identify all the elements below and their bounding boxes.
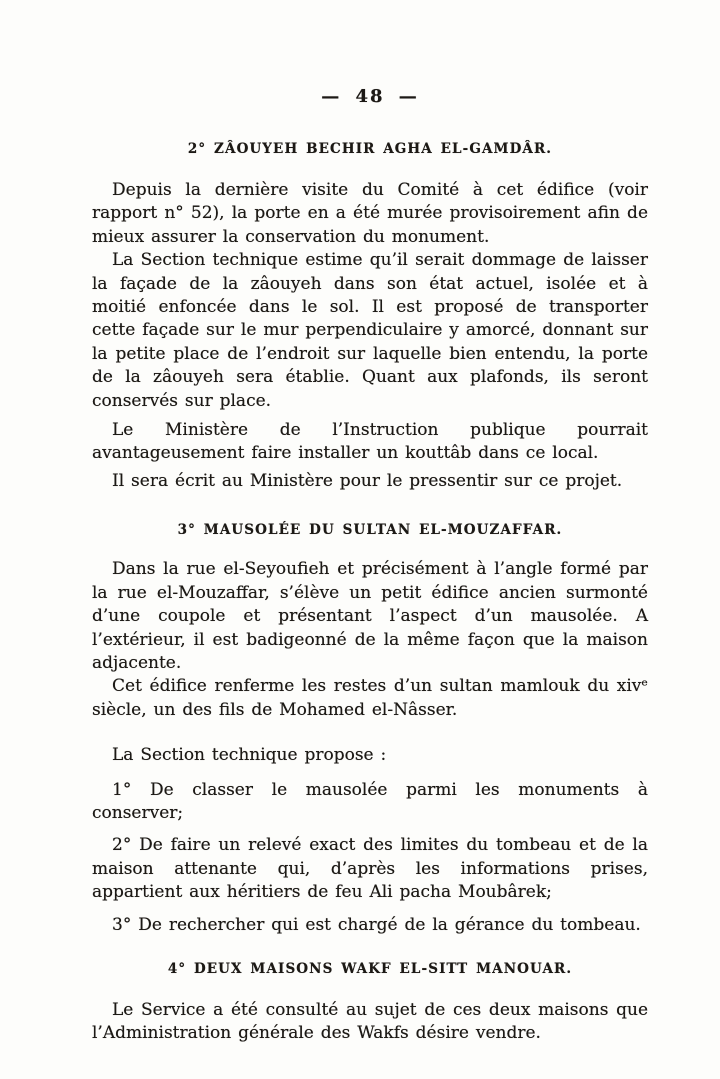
list-item-2: 2° De faire un relevé exact des limites du tombeau et de la maison attenante qui, d’après les informations prises, appartient aux héritiers de feu Ali pacha Moubârek; [92, 835, 648, 903]
section-heading-mausolee: 3° MAUSOLÉE DU SULTAN EL-MOUZAFFAR. [177, 522, 563, 539]
paragraph: Depuis la dernière visite du Comité à cet édifice (voir rapport n° 52), la porte en a été murée provisoirement afin de mieux assurer la conservation du monument. [92, 180, 648, 247]
section-heading-deux-maisons: 4° DEUX MAISONS WAKF EL-SITT MANOUAR. [167, 960, 573, 977]
paragraph: La Section technique estime qu’il serait dommage de laisser la façade de la zâouyeh dans son état actuel, isolée et à moitié enfoncée dans le sol. Il est proposé de transporter cette façade sur le mur perpendiculaire y amorcé, donnant sur la petite place de l’endroit sur laquelle bien entendu, la porte de la zâouyeh sera établie. Quant aux plafonds, ils seront conservés sur place. [92, 250, 648, 411]
section-heading-zaouyeh: 2° ZÂOUYEH BECHIR AGHA EL-GAMDÂR. [187, 141, 553, 157]
list-item-3: 3° De rechercher qui est chargé de la gérance du tombeau. [112, 914, 641, 935]
paragraph: La Section technique propose : [112, 745, 387, 766]
paragraph: Cet édifice renferme les restes d’un sultan mamlouk du xivᵉ siècle, un des fils de Mohamed el-Nâsser. [92, 676, 648, 720]
paragraph: Dans la rue el-Seyoufieh et précisément à l’angle formé par la rue el-Mouzaffar, s’élève un petit édifice ancien surmonté d’une coupole et présentant l’aspect d’un mausolée. A l’extérieur, il est badigeonné de la même façon que la maison adjacente. [92, 559, 648, 673]
page-content [92, 0, 648, 1046]
page-number: — 48 — [321, 86, 419, 107]
paragraph: Le Service a été consulté au sujet de ces deux maisons que l’Administration générale des Wakfs désire vendre. [92, 999, 648, 1044]
list-item-1: 1° De classer le mausolée parmi les monuments à conserver; [92, 779, 648, 823]
paragraph: Le Ministère de l’Instruction publique pourrait avantageusement faire installer un kouttâb dans ce local. [92, 420, 648, 464]
paragraph: Il sera écrit au Ministère pour le pressentir sur ce projet. [112, 470, 623, 491]
